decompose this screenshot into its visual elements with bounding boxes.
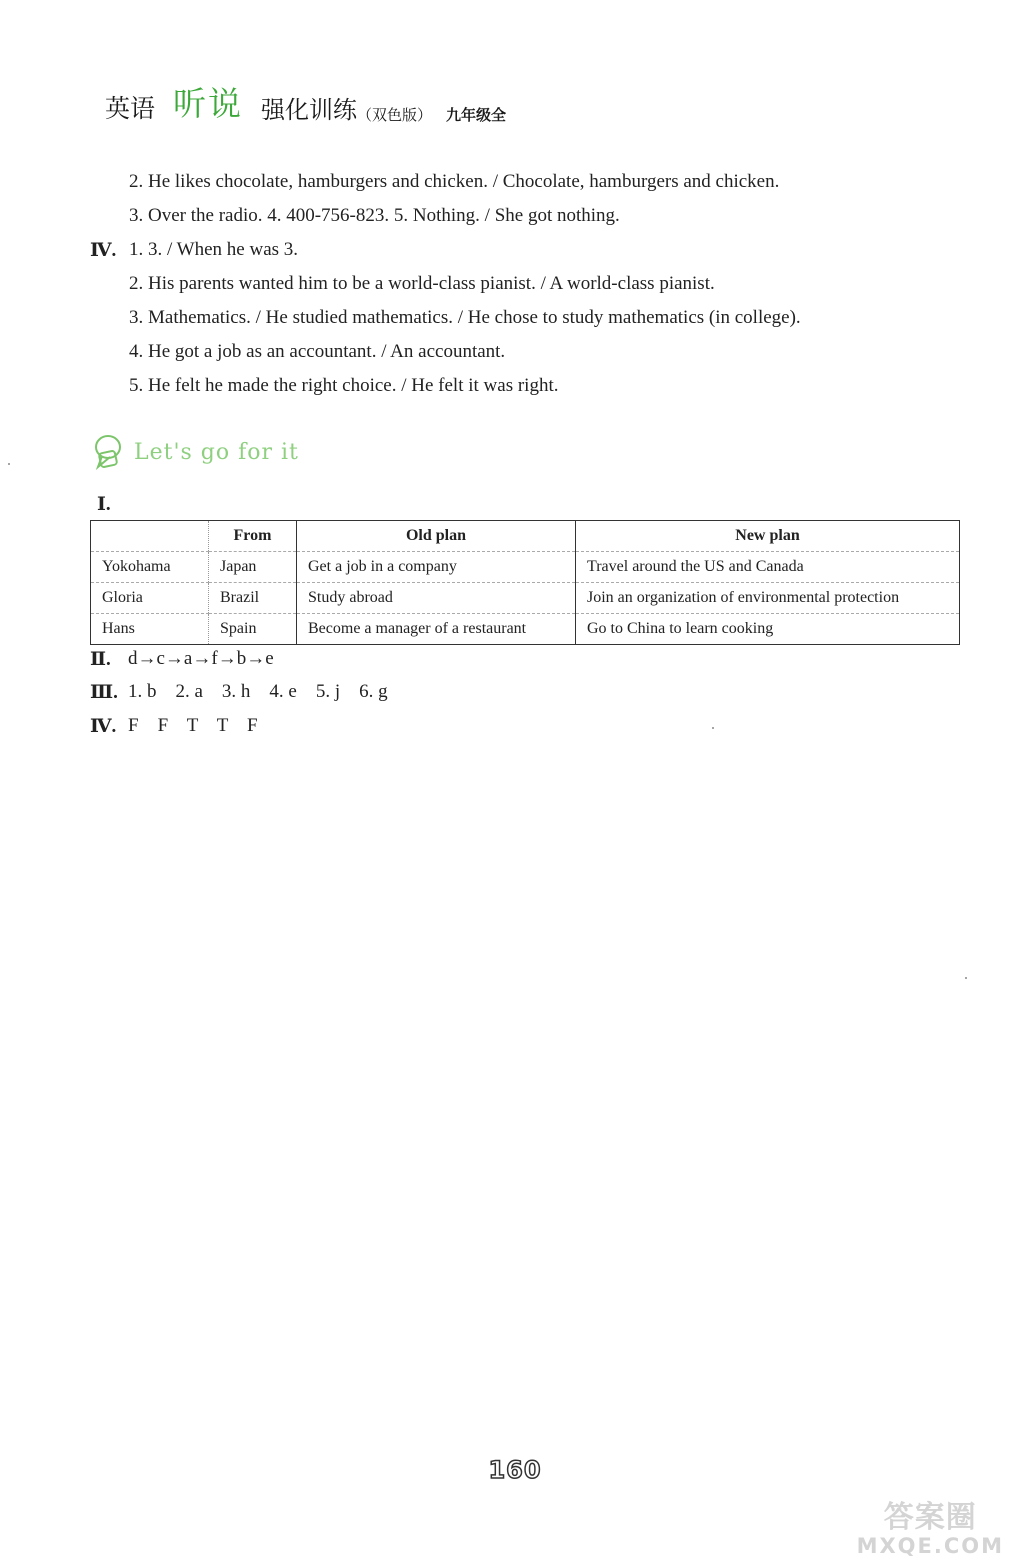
- section-ii-answer: d→c→a→f→b→e: [128, 648, 274, 669]
- page-number: 160: [488, 1456, 542, 1484]
- section-iv-label: Ⅳ.: [90, 240, 117, 261]
- section-iii-label: Ⅲ.: [90, 682, 118, 703]
- table-header: New plan: [576, 521, 960, 552]
- scan-speck: [8, 463, 10, 465]
- table-cell: Japan: [209, 552, 297, 583]
- scan-speck: [712, 727, 714, 729]
- watermark-cn: 答案圈: [883, 1500, 977, 1535]
- table-cell: Brazil: [209, 583, 297, 614]
- table-row: [91, 552, 960, 583]
- section-i-label: Ⅰ.: [97, 494, 111, 515]
- plans-table: [90, 520, 960, 645]
- section-iv-label: Ⅳ.: [90, 716, 117, 737]
- speech-bubble-icon: [92, 432, 128, 472]
- header-subject: 英语: [105, 94, 156, 123]
- table-header-row: [91, 521, 960, 552]
- answer-line: 2. He likes chocolate, hamburgers and chicken. / Chocolate, hamburgers and chicken.: [129, 171, 780, 192]
- table-row: [91, 614, 960, 645]
- table-cell: Hans: [91, 614, 209, 645]
- table-header: [91, 521, 209, 552]
- table-cell: Gloria: [91, 583, 209, 614]
- table-cell: Study abroad: [297, 583, 576, 614]
- section-iv-answer: F F T T F: [128, 715, 258, 736]
- table-cell: Travel around the US and Canada: [576, 552, 960, 583]
- table-cell: Get a job in a company: [297, 552, 576, 583]
- header-listen-speak: 听说: [173, 84, 244, 123]
- table-cell: Join an organization of environmental protection: [576, 583, 960, 614]
- answer-line: 1. 3. / When he was 3.: [129, 239, 299, 260]
- table-cell: Yokohama: [91, 552, 209, 583]
- table-row: [91, 583, 960, 614]
- answer-line: 3. Over the radio. 4. 400-756-823. 5. Nothing. / She got nothing.: [129, 205, 620, 226]
- header-title: 强化训练: [261, 96, 358, 124]
- scan-speck: [965, 977, 967, 979]
- answer-line: 5. He felt he made the right choice. / He felt it was right.: [129, 375, 559, 396]
- section-ii-label: Ⅱ.: [90, 649, 111, 670]
- table-cell: Become a manager of a restaurant: [297, 614, 576, 645]
- watermark: [857, 1492, 1004, 1558]
- section-iii-answer: 1. b 2. a 3. h 4. e 5. j 6. g: [128, 681, 388, 702]
- answer-line: 4. He got a job as an accountant. / An accountant.: [129, 341, 506, 362]
- table-header: Old plan: [297, 521, 576, 552]
- header-grade: 九年级全: [446, 106, 507, 124]
- watermark-en: MXQE.COM: [856, 1534, 1004, 1558]
- table-cell: Go to China to learn cooking: [587, 619, 774, 637]
- book-header: [105, 78, 506, 125]
- go-section-title: [92, 432, 299, 472]
- table-cell: Spain: [209, 614, 297, 645]
- answer-line: 2. His parents wanted him to be a world-class pianist. / A world-class pianist.: [129, 273, 715, 294]
- go-section-text: Let's go for it: [134, 439, 299, 465]
- header-edition: （双色版）: [357, 106, 433, 124]
- answer-line: 3. Mathematics. / He studied mathematics. / He chose to study mathematics (in college).: [129, 307, 801, 328]
- table-header: From: [209, 521, 297, 552]
